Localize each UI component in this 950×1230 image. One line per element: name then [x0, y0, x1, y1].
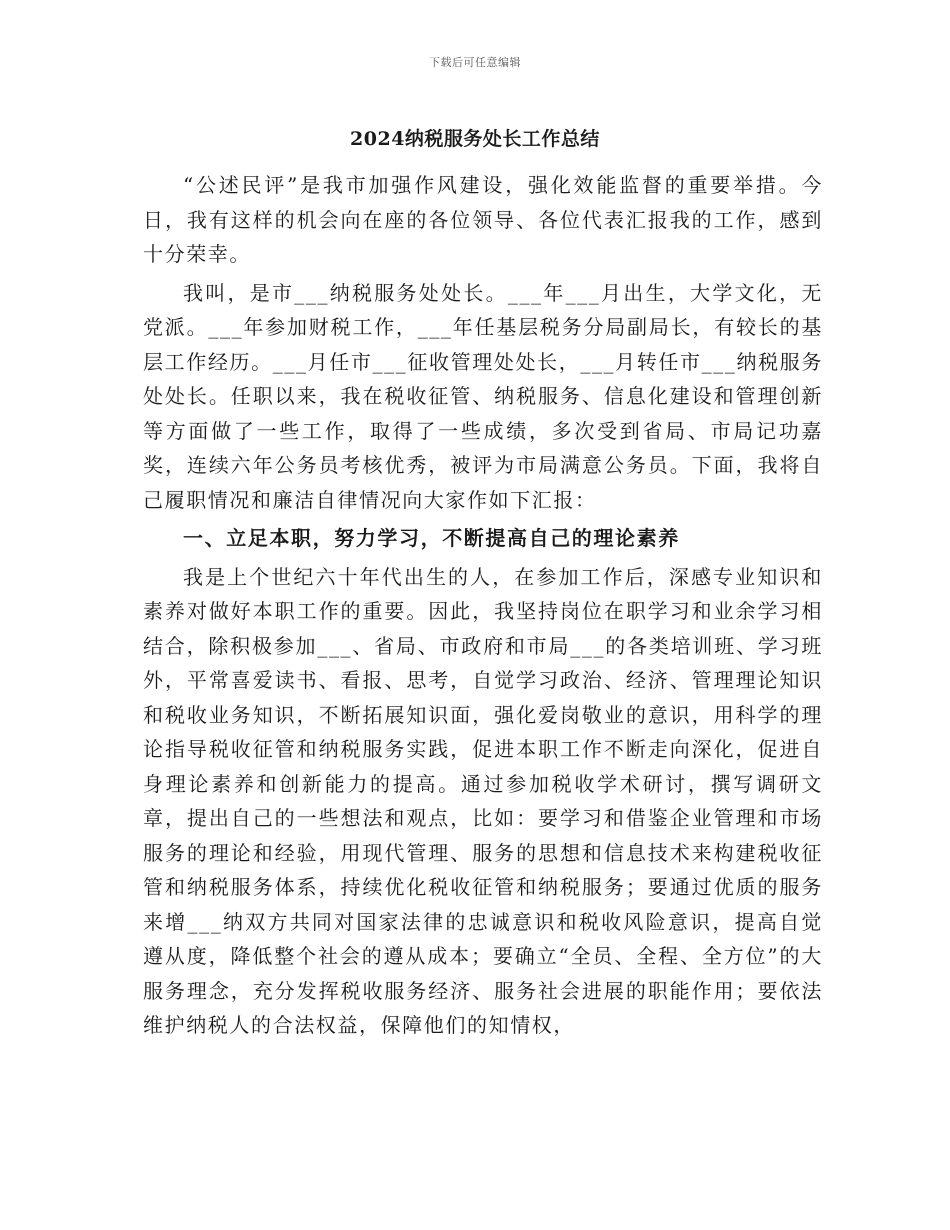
paragraph-section-1: 我是上个世纪六十年代出生的人，在参加工作后，深感专业知识和素养对做好本职工作的重要。因此，我坚持岗位在职学习和业余学习相结合，除积极参加___、省局、市政府和市局___的各类培训班、学习班外，平常喜爱读书、看报、思考，自觉学习政治、经济、管理理论知识和税收业务知识，不断拓展知识面，强化爱岗敬业的意识，用科学的理论指导税收征管和纳税服务实践，促进本职工作不断走向深化，促进自身理论素养和创新能力的提高。通过参加税收学术研讨，撰写调研文章，提出自己的一些想法和观点，比如：要学习和借鉴企业管理和市场服务的理论和经验，用现代管理、服务的思想和信息技术来构建税收征管和纳税服务体系，持续优化税收征管和纳税服务；要通过优质的服务来增___纳双方共同对国家法律的忠诚意识和税收风险意识，提高自觉遵从度，降低整个社会的遵从成本；要确立“全员、全程、全方位”的大服务理念，充分发挥税收服务经济、服务社会进展的职能作用；要依法维护纳税人的合法权益，保障他们的知情权，: [143, 564, 823, 1037]
section-heading-1: 一、立足本职，努力学习，不断提高自己的理论素养: [183, 526, 680, 550]
paragraph-self-introduction: 我叫，是市___纳税服务处处长。___年___月出生，大学文化，无党派。___年参加财税工作，___年任基层税务分局副局长，有较长的基层工作经历。___月任市___征收管理处处长，___月转任市___纳税服务处处长。任职以来，我在税收征管、纳税服务、信息化建设和管理创新等方面做了一些工作，取得了一些成绩，多次受到省局、市局记功嘉奖，连续六年公务员考核优秀，被评为市局满意公务员。下面，我将自己履职情况和廉洁自律情况向大家作如下汇报：: [143, 280, 823, 512]
document-body: [143, 168, 823, 1047]
document-title: 2024纳税服务处长工作总结: [350, 128, 600, 150]
paragraph-intro: “公述民评”是我市加强作风建设，强化效能监督的重要举措。今日，我有这样的机会向在座的各位领导、各位代表汇报我的工作，感到十分荣幸。: [143, 173, 823, 266]
header-note: 下载后可任意编辑: [429, 56, 521, 69]
